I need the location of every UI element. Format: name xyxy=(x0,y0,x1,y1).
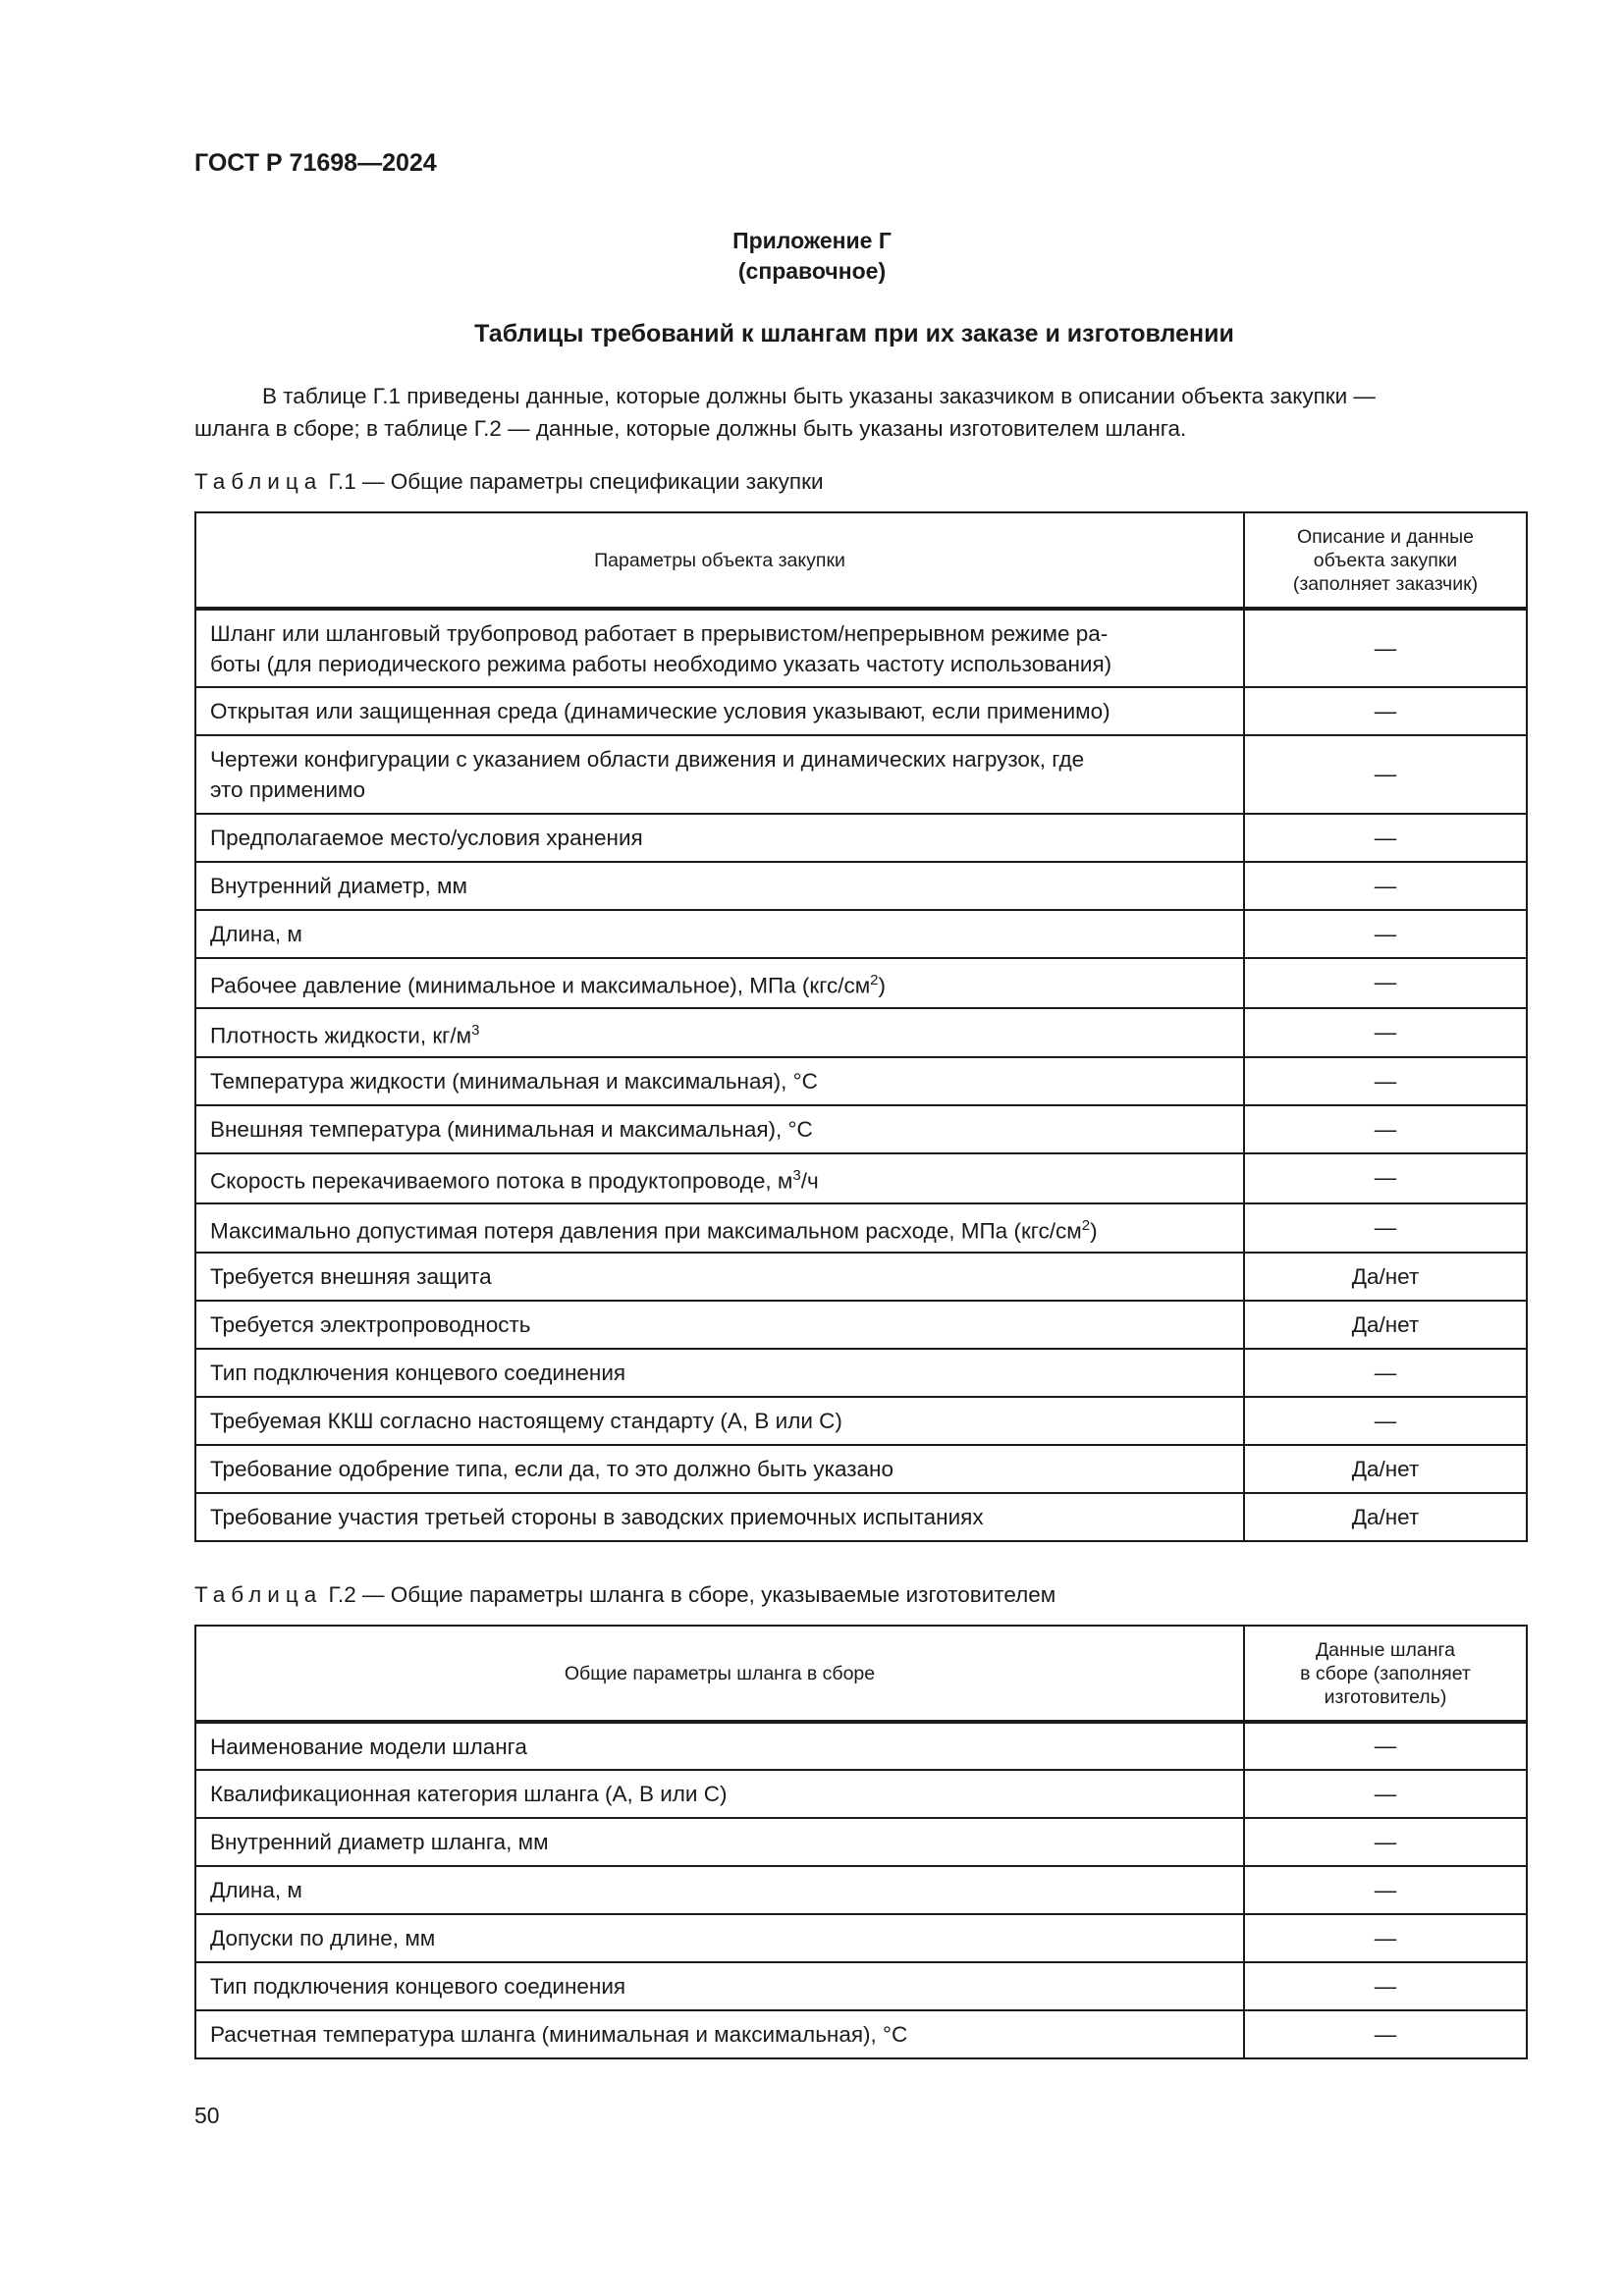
table-row xyxy=(195,1349,1527,1397)
param-cell xyxy=(195,862,1244,910)
table-row xyxy=(195,910,1527,958)
procurement-spec-table xyxy=(194,511,1528,1542)
header-line: в сборе (заполняет xyxy=(1300,1662,1471,1684)
table-row xyxy=(195,1203,1527,1254)
param-cell xyxy=(195,1866,1244,1914)
unit-superscript: 2 xyxy=(870,972,879,988)
param-cell xyxy=(195,1445,1244,1493)
param-cell xyxy=(195,814,1244,862)
table1-body xyxy=(195,609,1527,1541)
param-cell xyxy=(195,910,1244,958)
value-cell: Да/нет xyxy=(1244,1301,1527,1349)
appendix-title: Приложение Г xyxy=(732,228,892,253)
value-cell: — xyxy=(1244,2010,1527,2058)
value-cell: Да/нет xyxy=(1244,1253,1527,1301)
table-row xyxy=(195,1105,1527,1153)
table-row xyxy=(195,1866,1527,1914)
table-row xyxy=(195,1818,1527,1866)
value-cell: — xyxy=(1244,958,1527,1008)
value-cell: — xyxy=(1244,910,1527,958)
param-tail: ) xyxy=(878,973,887,998)
param-cell xyxy=(195,1722,1244,1770)
page-number: 50 xyxy=(194,2103,220,2128)
header-line: Описание и данные xyxy=(1296,525,1475,548)
table1-caption-text: Г.1 — Общие параметры спецификации закупки xyxy=(328,469,824,494)
param-cell xyxy=(195,1397,1244,1445)
param-text: Требуется электропроводность xyxy=(210,1312,531,1337)
param-cell xyxy=(195,1349,1244,1397)
param-text: Предполагаемое место/условия хранения xyxy=(210,826,643,850)
param-text: Тип подключения концевого соединения xyxy=(210,1974,626,1999)
value-cell: — xyxy=(1244,1105,1527,1153)
param-line: Шланг или шланговый трубопровод работает в прерывистом/непрерывном режиме ра- xyxy=(210,620,1109,646)
param-text: Максимально допустимая потеря давления при максимальном расходе, МПа (кгс/см xyxy=(210,1218,1082,1243)
value-cell: — xyxy=(1244,1008,1527,1058)
param-text: Открытая или защищенная среда (динамические условия указывают, если применимо) xyxy=(210,699,1110,723)
param-text: Рабочее давление (минимальное и максимальное), МПа (кгс/см xyxy=(210,973,871,998)
param-text: Требование одобрение типа, если да, то это должно быть указано xyxy=(210,1457,893,1481)
value-cell: — xyxy=(1244,814,1527,862)
table-row xyxy=(195,814,1527,862)
table-row xyxy=(195,609,1527,687)
param-cell xyxy=(195,1253,1244,1301)
value-cell: — xyxy=(1244,1818,1527,1866)
header-line: Данные шланга xyxy=(1315,1638,1456,1661)
param-cell xyxy=(195,958,1244,1008)
param-cell xyxy=(195,609,1244,687)
table2-caption xyxy=(194,1582,1056,1608)
table2-caption-label: Таблица xyxy=(194,1582,323,1607)
unit-superscript: 2 xyxy=(1081,1216,1091,1234)
param-line: Чертежи конфигурации с указанием области движения и динамических нагрузок, где xyxy=(210,747,1085,772)
header-params: Общие параметры шланга в сборе xyxy=(195,1626,1244,1722)
table-row xyxy=(195,1253,1527,1301)
intro-line-2: шланга в сборе; в таблице Г.2 — данные, которые должны быть указаны изготовителем шланга. xyxy=(194,416,1187,441)
param-cell xyxy=(195,1057,1244,1105)
param-cell xyxy=(195,1301,1244,1349)
param-text: Внешняя температура (минимальная и максимальная), °С xyxy=(210,1117,813,1142)
param-text: Длина, м xyxy=(210,1878,302,1902)
table-row xyxy=(195,1397,1527,1445)
table-row xyxy=(195,1153,1527,1203)
header-description xyxy=(1244,512,1527,609)
header-manufacturer-data xyxy=(1244,1626,1527,1722)
value-cell: — xyxy=(1244,1770,1527,1818)
table-row xyxy=(195,1770,1527,1818)
param-text: Требование участия третьей стороны в заводских приемочных испытаниях xyxy=(210,1505,984,1529)
param-text: Требуемая ККШ согласно настоящему стандарту (А, В или С) xyxy=(210,1409,842,1433)
document-code: ГОСТ Р 71698—2024 xyxy=(194,149,437,177)
table-row xyxy=(195,1962,1527,2010)
param-text: Требуется внешняя защита xyxy=(210,1264,492,1289)
param-text: Тип подключения концевого соединения xyxy=(210,1361,626,1385)
table-row xyxy=(195,735,1527,814)
header-line: объекта закупки xyxy=(1313,549,1458,571)
hose-assembly-table xyxy=(194,1625,1528,2059)
appendix-status: (справочное) xyxy=(737,258,887,284)
param-text: Расчетная температура шланга (минимальная и максимальная), °С xyxy=(210,2022,908,2047)
value-cell: Да/нет xyxy=(1244,1493,1527,1541)
table-row xyxy=(195,1445,1527,1493)
unit-superscript: 3 xyxy=(471,1021,480,1039)
param-text: Наименование модели шланга xyxy=(210,1734,527,1759)
param-text: Температура жидкости (минимальная и максимальная), °С xyxy=(210,1069,818,1094)
param-cell xyxy=(195,1770,1244,1818)
value-cell: — xyxy=(1244,1397,1527,1445)
table-row xyxy=(195,1057,1527,1105)
value-cell: — xyxy=(1244,1866,1527,1914)
value-cell: — xyxy=(1244,1153,1527,1203)
table-row xyxy=(195,687,1527,735)
table-row xyxy=(195,1008,1527,1058)
value-cell: — xyxy=(1244,609,1527,687)
table-row xyxy=(195,2010,1527,2058)
table-row xyxy=(195,1722,1527,1770)
intro-paragraph xyxy=(194,380,1522,445)
param-text: Скорость перекачиваемого потока в продуктопроводе, м xyxy=(210,1168,793,1194)
intro-line-1: В таблице Г.1 приведены данные, которые должны быть указаны заказчиком в описании объекта закупки — xyxy=(262,384,1376,408)
table-row xyxy=(195,1914,1527,1962)
param-cell xyxy=(195,1818,1244,1866)
param-cell xyxy=(195,1962,1244,2010)
param-cell xyxy=(195,2010,1244,2058)
value-cell: — xyxy=(1244,735,1527,814)
param-tail: ) xyxy=(1090,1218,1098,1243)
param-text: Внутренний диаметр, мм xyxy=(210,874,467,898)
table1-caption xyxy=(194,469,824,495)
table-row xyxy=(195,1493,1527,1541)
param-line: боты (для периодического режима работы необходимо указать частоту использования) xyxy=(210,651,1112,676)
param-line: это применимо xyxy=(210,777,366,802)
value-cell: — xyxy=(1244,1203,1527,1254)
param-cell xyxy=(195,735,1244,814)
param-cell xyxy=(195,687,1244,735)
param-cell xyxy=(195,1153,1244,1203)
value-cell: — xyxy=(1244,1914,1527,1962)
table-row xyxy=(195,862,1527,910)
table-row xyxy=(195,958,1527,1008)
table2-caption-text: Г.2 — Общие параметры шланга в сборе, указываемые изготовителем xyxy=(328,1582,1056,1607)
param-text: Плотность жидкости, кг/м xyxy=(210,1023,472,1047)
table-header-row xyxy=(195,1626,1527,1722)
value-cell: Да/нет xyxy=(1244,1445,1527,1493)
table1-caption-label: Таблица xyxy=(194,469,323,494)
value-cell: — xyxy=(1244,1962,1527,2010)
unit-superscript: 3 xyxy=(792,1167,801,1184)
param-text: Длина, м xyxy=(210,922,302,946)
param-text: Квалификационная категория шланга (А, В или С) xyxy=(210,1782,728,1806)
param-cell xyxy=(195,1105,1244,1153)
param-tail: /ч xyxy=(800,1168,819,1194)
table2-body xyxy=(195,1722,1527,2058)
param-cell xyxy=(195,1203,1244,1254)
header-params: Параметры объекта закупки xyxy=(195,512,1244,609)
param-text: Внутренний диаметр шланга, мм xyxy=(210,1830,549,1854)
param-text: Допуски по длине, мм xyxy=(210,1926,436,1950)
section-title: Таблицы требований к шлангам при их заказе и изготовлении xyxy=(474,320,1234,347)
value-cell: — xyxy=(1244,862,1527,910)
param-cell xyxy=(195,1493,1244,1541)
param-cell xyxy=(195,1914,1244,1962)
value-cell: — xyxy=(1244,1722,1527,1770)
header-line: изготовитель) xyxy=(1324,1685,1447,1708)
value-cell: — xyxy=(1244,687,1527,735)
table-row xyxy=(195,1301,1527,1349)
value-cell: — xyxy=(1244,1057,1527,1105)
param-cell xyxy=(195,1008,1244,1058)
value-cell: — xyxy=(1244,1349,1527,1397)
header-line: (заполняет заказчик) xyxy=(1292,572,1479,595)
table-header-row xyxy=(195,512,1527,609)
